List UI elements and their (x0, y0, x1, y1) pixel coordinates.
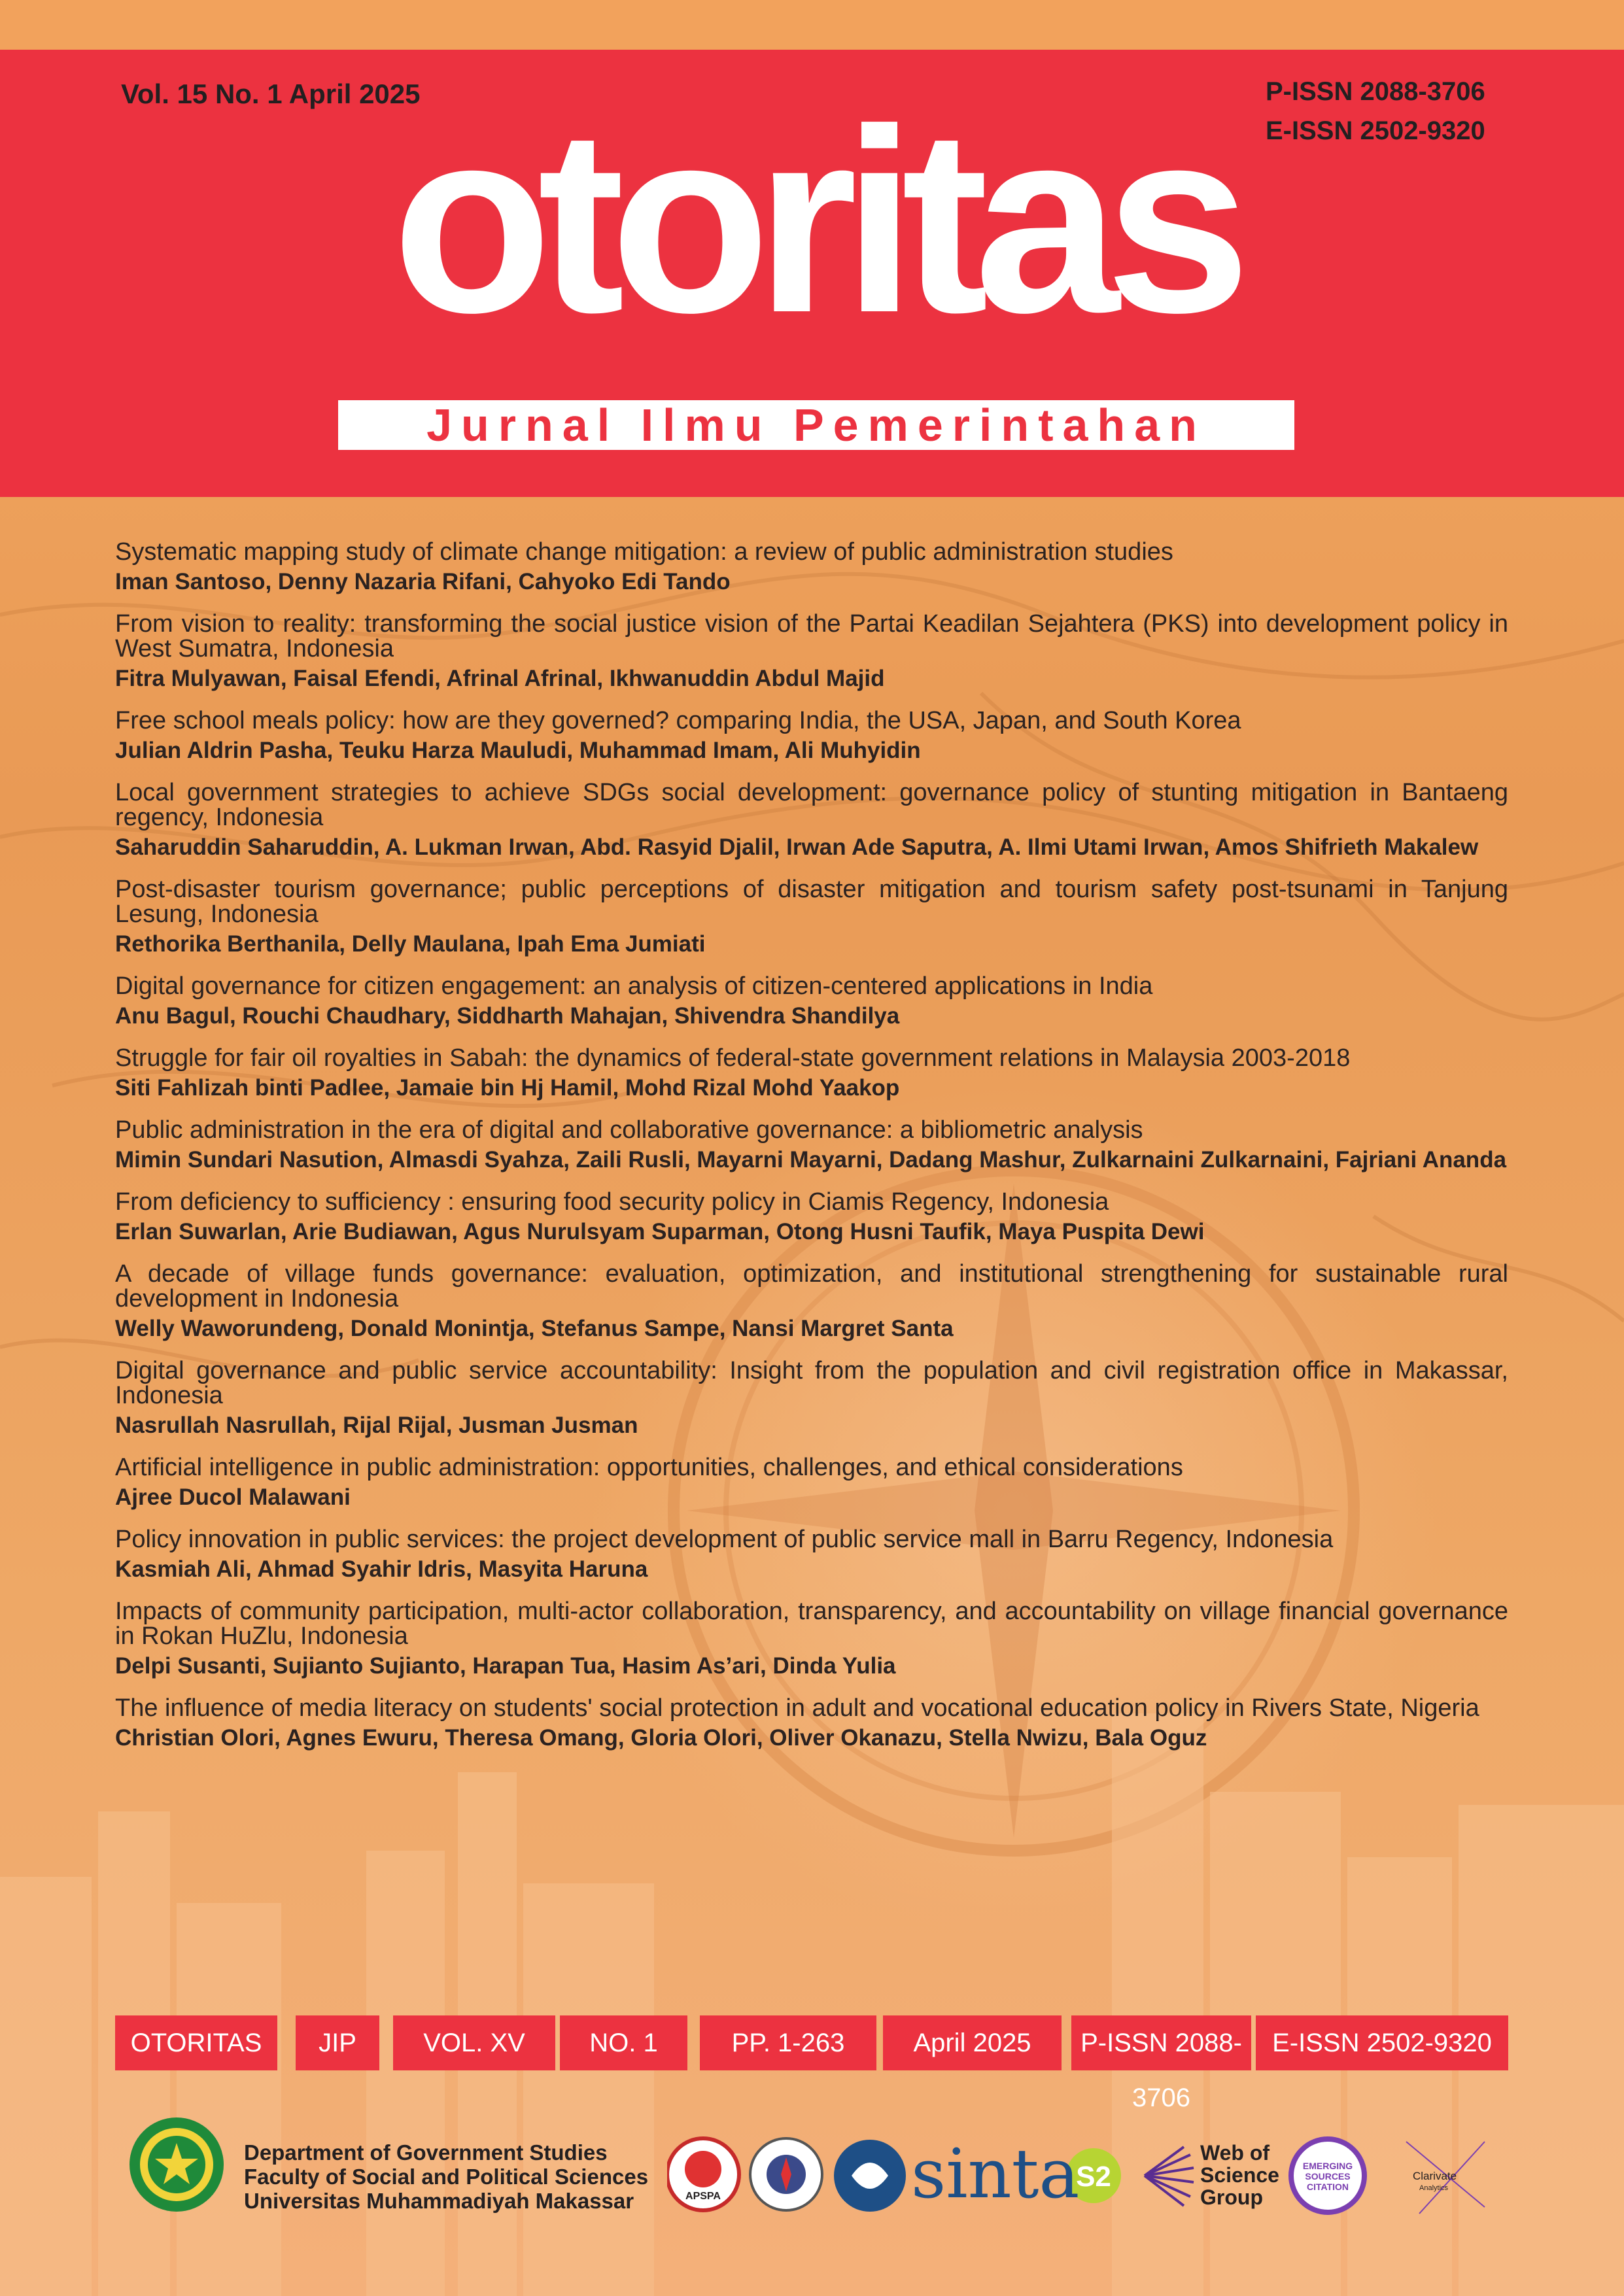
institution-department: Department of Government Studies (244, 2140, 608, 2165)
article-entry (115, 780, 1508, 860)
sinta-emblem-icon (834, 2140, 906, 2212)
footer-info-box: April 2025 (883, 2015, 1062, 2070)
footer-info-box: JIP (296, 2015, 379, 2070)
top-orange-band (0, 0, 1624, 50)
article-title: From deficiency to sufficiency : ensuring food security policy in Ciamis Regency, Indonesia (115, 1188, 1109, 1216)
article-entry (115, 708, 1508, 763)
article-entry (115, 1358, 1508, 1438)
article-authors: Fitra Mulyawan, Faisal Efendi, Afrinal Afrinal, Ikhwanuddin Abdul Majid (115, 666, 885, 691)
article-title: Free school meals policy: how are they governed? comparing India, the USA, Japan, and South Korea (115, 707, 1241, 734)
esci-line2: SOURCES (1305, 2171, 1351, 2182)
article-title: Local government strategies to achieve SDGs social development: governance policy of stunting mitigation in Bantaeng regency, Indonesia (115, 779, 1508, 831)
article-authors: Delpi Susanti, Sujianto Sujianto, Harapan Tua, Hasim As’ari, Dinda Yulia (115, 1653, 896, 1679)
esci-line1: EMERGING (1302, 2161, 1353, 2171)
footer-info-box: PP. 1-263 (700, 2015, 876, 2070)
article-title: The influence of media literacy on students' social protection in adult and vocational education policy in Rivers State, Nigeria (115, 1694, 1479, 1722)
article-entry (115, 611, 1508, 691)
article-title: Systematic mapping study of climate change mitigation: a review of public administration studies (115, 538, 1173, 566)
footer-info-box: NO. 1 (560, 2015, 687, 2070)
article-authors: Kasmiah Ali, Ahmad Syahir Idris, Masyita Haruna (115, 1556, 648, 1582)
footer-info-box: P-ISSN 2088-3706 (1071, 2015, 1251, 2070)
sinta-logo-text: sinta (911, 2134, 1080, 2214)
footer-info-box: E-ISSN 2502-9320 (1256, 2015, 1508, 2070)
esci-line3: CITATION (1306, 2182, 1349, 2192)
article-authors: Saharuddin Saharuddin, A. Lukman Irwan, Abd. Rasyid Djalil, Irwan Ade Saputra, A. Ilmi Utami Irwan, Amos Shifrieth Makalew (115, 834, 1479, 860)
article-title: Impacts of community participation, multi-actor collaboration, transparency, and accountability on village financial governance in Rokan HuZlu, Indonesia (115, 1598, 1508, 1650)
wos-line1: Web of (1200, 2141, 1270, 2165)
article-authors: Christian Olori, Agnes Ewuru, Theresa Omang, Gloria Olori, Oliver Okanazu, Stella Nwizu, Bala Oguz (115, 1725, 1207, 1751)
article-title: Digital governance for citizen engagement: an analysis of citizen-centered applications in India (115, 972, 1153, 1000)
article-entry (115, 1190, 1508, 1244)
article-title: Policy innovation in public services: the project development of public service mall in Barru Regency, Indonesia (115, 1526, 1334, 1553)
article-title: From vision to reality: transforming the social justice vision of the Partai Keadilan Sejahtera (PKS) into development policy in West Sumatra, Indonesia (115, 610, 1508, 662)
apspa-logo-icon (667, 2138, 739, 2210)
article-authors: Anu Bagul, Rouchi Chaudhary, Siddharth Mahajan, Shivendra Shandilya (115, 1003, 900, 1029)
article-authors: Rethorika Berthanila, Delly Maulana, Ipah Ema Jumiati (115, 931, 706, 957)
s2-label: S2 (1076, 2161, 1111, 2193)
unismuh-logo-icon (128, 2116, 226, 2214)
article-title: Artificial intelligence in public administration: opportunities, challenges, and ethical considerations (115, 1454, 1183, 1481)
article-entry (115, 1599, 1508, 1679)
footer-info-bar (115, 2015, 1508, 2112)
article-authors: Welly Waworundeng, Donald Monintja, Stefanus Sampe, Nansi Margret Santa (115, 1316, 954, 1341)
article-title: Post-disaster tourism governance; public perceptions of disaster mitigation and tourism safety post-tsunami in Tanjung Lesung, Indonesia (115, 876, 1508, 928)
journal-subtitle: Jurnal Ilmu Pemerintahan (338, 400, 1294, 450)
article-entry (115, 1527, 1508, 1582)
article-authors: Siti Fahlizah binti Padlee, Jamaie bin Hj Hamil, Mohd Rizal Mohd Yaakop (115, 1075, 900, 1101)
volume-label: Vol. 15 No. 1 April 2025 (121, 78, 421, 109)
institution-university: Universitas Muhammadiyah Makassar (244, 2189, 634, 2213)
article-authors: Erlan Suwarlan, Arie Budiawan, Agus Nurulsyam Suparman, Otong Husni Taufik, Maya Puspita Dewi (115, 1219, 1205, 1244)
institution-block (244, 2140, 648, 2213)
wos-line3: Group (1200, 2185, 1263, 2209)
article-entry (115, 1261, 1508, 1341)
table-of-contents (115, 540, 1508, 1768)
ippm-logo-icon (750, 2138, 822, 2210)
clarivate-logo-icon (1406, 2142, 1485, 2214)
article-title: Struggle for fair oil royalties in Sabah: the dynamics of federal-state government relations in Malaysia 2003-2018 (115, 1044, 1351, 1072)
article-entry (115, 1118, 1508, 1173)
article-authors: Iman Santoso, Denny Nazaria Rifani, Cahyoko Edi Tando (115, 569, 731, 594)
article-title: Digital governance and public service accountability: Insight from the population and civil registration office in Makassar, Indonesia (115, 1357, 1508, 1409)
institution-faculty: Faculty of Social and Political Sciences (244, 2165, 649, 2189)
footer-info-box: OTORITAS (115, 2015, 277, 2070)
article-entry (115, 1455, 1508, 1510)
article-authors: Nasrullah Nasrullah, Rijal Rijal, Jusman Jusman (115, 1413, 638, 1438)
article-authors: Julian Aldrin Pasha, Teuku Harza Mauludi, Muhammad Imam, Ali Muhyidin (115, 738, 921, 763)
article-authors: Ajree Ducol Malawani (115, 1484, 351, 1510)
article-entry (115, 1046, 1508, 1101)
article-title: Public administration in the era of digital and collaborative governance: a bibliometric analysis (115, 1116, 1143, 1144)
article-entry (115, 974, 1508, 1029)
journal-logo-text: otoritas (392, 75, 1237, 367)
wos-line2: Science (1200, 2163, 1279, 2187)
esci-badge-icon (1291, 2139, 1364, 2212)
article-entry (115, 540, 1508, 594)
article-authors: Mimin Sundari Nasution, Almasdi Syahza, Zaili Rusli, Mayarni Mayarni, Dadang Mashur, Zulkarnaini Zulkarnaini, Fajriani Ananda (115, 1147, 1507, 1173)
clarivate-label: Clarivate (1413, 2170, 1457, 2182)
article-entry (115, 1696, 1508, 1751)
indexing-logos (667, 2129, 1517, 2220)
article-entry (115, 877, 1508, 957)
web-of-science-logo-icon (1145, 2141, 1279, 2209)
footer-info-box: VOL. XV (393, 2015, 555, 2070)
apspa-label: APSPA (685, 2191, 721, 2202)
clarivate-sub-label: Analytics (1419, 2184, 1449, 2192)
e-issn-label: E-ISSN 2502-9320 (1266, 116, 1485, 145)
p-issn-label: P-ISSN 2088-3706 (1266, 77, 1485, 106)
article-title: A decade of village funds governance: evaluation, optimization, and institutional strengthening for sustainable rural development in Indonesia (115, 1260, 1508, 1312)
